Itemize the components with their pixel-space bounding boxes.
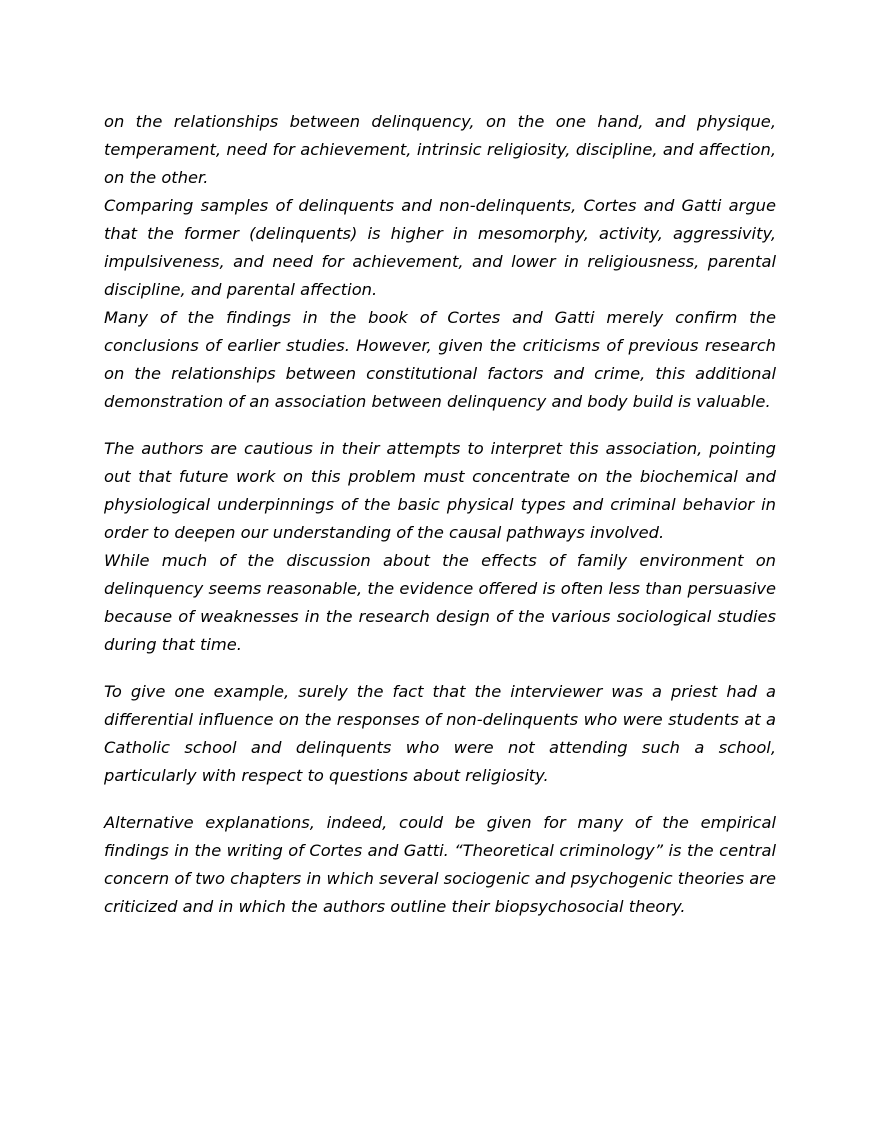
paragraph-3: Many of the findings in the book of Cortes and Gatti merely confirm the conclusions of earlier studies. However, given the criticisms of previous research on the relationships between constitutional factors and crime, this additional demonstration of an association between delinquency and body build is valuable. <box>104 308 776 411</box>
paragraph-2: Comparing samples of delinquents and non-delinquents, Cortes and Gatti argue that the former (delinquents) is higher in mesomorphy, activity, aggressivity, impulsiveness, and need for achievement, and lower in religiousness, parental discipline, and parental affection. <box>104 196 776 299</box>
paragraph-1: on the relationships between delinquency, on the one hand, and physique, temperament, need for achievement, intrinsic religiosity, discipline, and affection, on the other. <box>104 112 776 187</box>
paragraph-7: Alternative explanations, indeed, could be given for many of the empirical findings in the writing of Cortes and Gatti. “Theoretical criminology” is the central concern of two chapters in which several sociogenic and psychogenic theories are criticized and in which the authors outline their biopsychosocial theory. <box>104 813 776 916</box>
document-body <box>104 108 776 921</box>
paragraph-4: The authors are cautious in their attempts to interpret this association, pointing out that future work on this problem must concentrate on the biochemical and physiological underpinnings of the basic physical types and criminal behavior in order to deepen our understanding of the causal pathways involved. <box>104 439 776 542</box>
paragraph-6: To give one example, surely the fact that the interviewer was a priest had a differential influence on the responses of non-delinquents who were students at a Catholic school and delinquents who were not attending such a school, particularly with respect to questions about religiosity. <box>104 682 776 785</box>
paragraph-5: While much of the discussion about the effects of family environment on delinquency seems reasonable, the evidence offered is often less than persuasive because of weaknesses in the research design of the various sociological studies during that time. <box>104 551 776 654</box>
